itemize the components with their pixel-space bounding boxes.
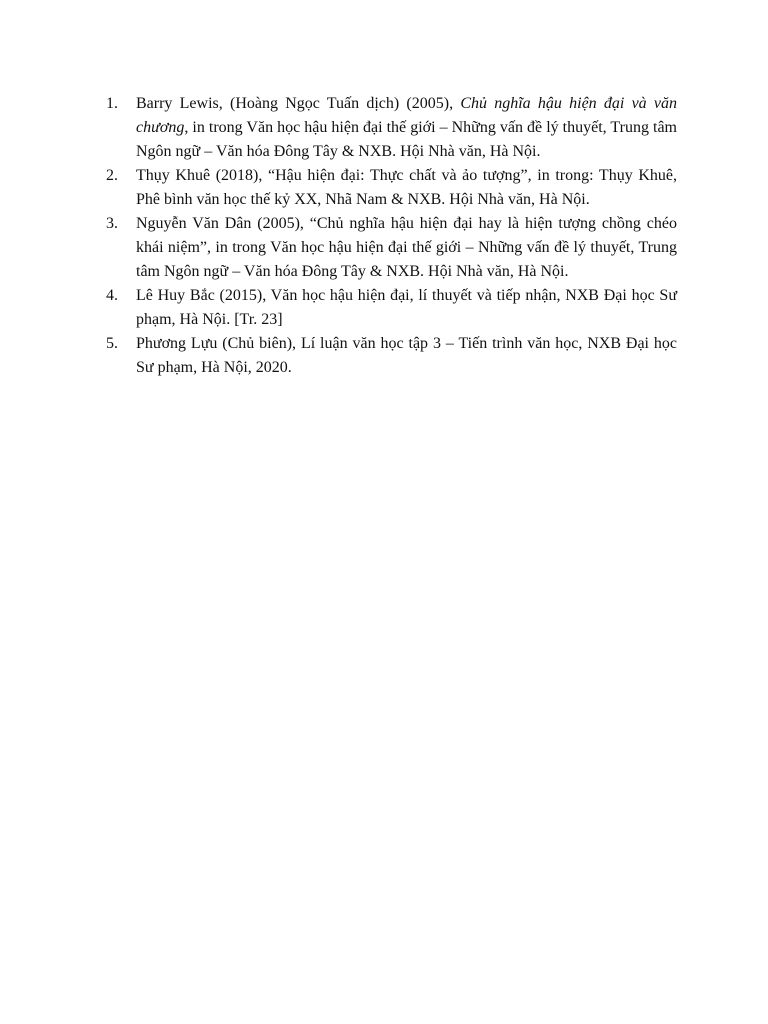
reference-text-part: Barry Lewis, (Hoàng Ngọc Tuấn dịch) (2005), bbox=[136, 95, 461, 112]
reference-item-3 bbox=[106, 212, 677, 284]
reference-text-part: , in trong Văn học hậu hiện đại thế giới – Những vấn đề lý thuyết, Trung tâm Ngôn ngữ – Văn hóa Đông Tây & NXB. Hội Nhà văn, Hà Nội. bbox=[136, 119, 677, 160]
reference-text-part: Lê Huy Bắc (2015), Văn học hậu hiện đại, lí thuyết và tiếp nhận, NXB Đại học Sư phạm, Hà Nội. [Tr. 23] bbox=[136, 287, 677, 328]
reference-item-2 bbox=[106, 164, 677, 212]
reference-text bbox=[136, 212, 677, 284]
reference-title-italic: Chủ nghĩa hậu hiện đại và văn chương bbox=[136, 95, 678, 136]
reference-item-5 bbox=[106, 332, 677, 380]
reference-text-part: Nguyễn Văn Dân (2005), “Chủ nghĩa hậu hiện đại hay là hiện tượng chồng chéo khái niệm”, in trong Văn học hậu hiện đại thế giới – Những vấn đề lý thuyết, Trung tâm Ngôn ngữ – Văn hóa Đông Tây & NXB. Hội Nhà văn, Hà Nội. bbox=[136, 215, 677, 280]
reference-text bbox=[136, 92, 677, 164]
reference-text bbox=[136, 284, 677, 332]
reference-number: 2. bbox=[106, 167, 118, 184]
reference-list bbox=[106, 92, 677, 380]
reference-number: 3. bbox=[106, 215, 118, 232]
reference-text-part: Phương Lựu (Chủ biên), Lí luận văn học tập 3 – Tiến trình văn học, NXB Đại học Sư phạm, Hà Nội, 2020. bbox=[136, 335, 677, 376]
reference-text-part: Thụy Khuê (2018), “Hậu hiện đại: Thực chất và ảo tượng”, in trong: Thụy Khuê, Phê bình văn học thế kỷ XX, Nhã Nam & NXB. Hội Nhà văn, Hà Nội. bbox=[136, 167, 677, 208]
reference-text bbox=[136, 164, 677, 212]
reference-item-1 bbox=[106, 92, 677, 164]
reference-number: 1. bbox=[106, 95, 118, 112]
reference-text bbox=[136, 332, 677, 380]
reference-number: 5. bbox=[106, 335, 118, 352]
reference-item-4 bbox=[106, 284, 677, 332]
reference-number: 4. bbox=[106, 287, 118, 304]
